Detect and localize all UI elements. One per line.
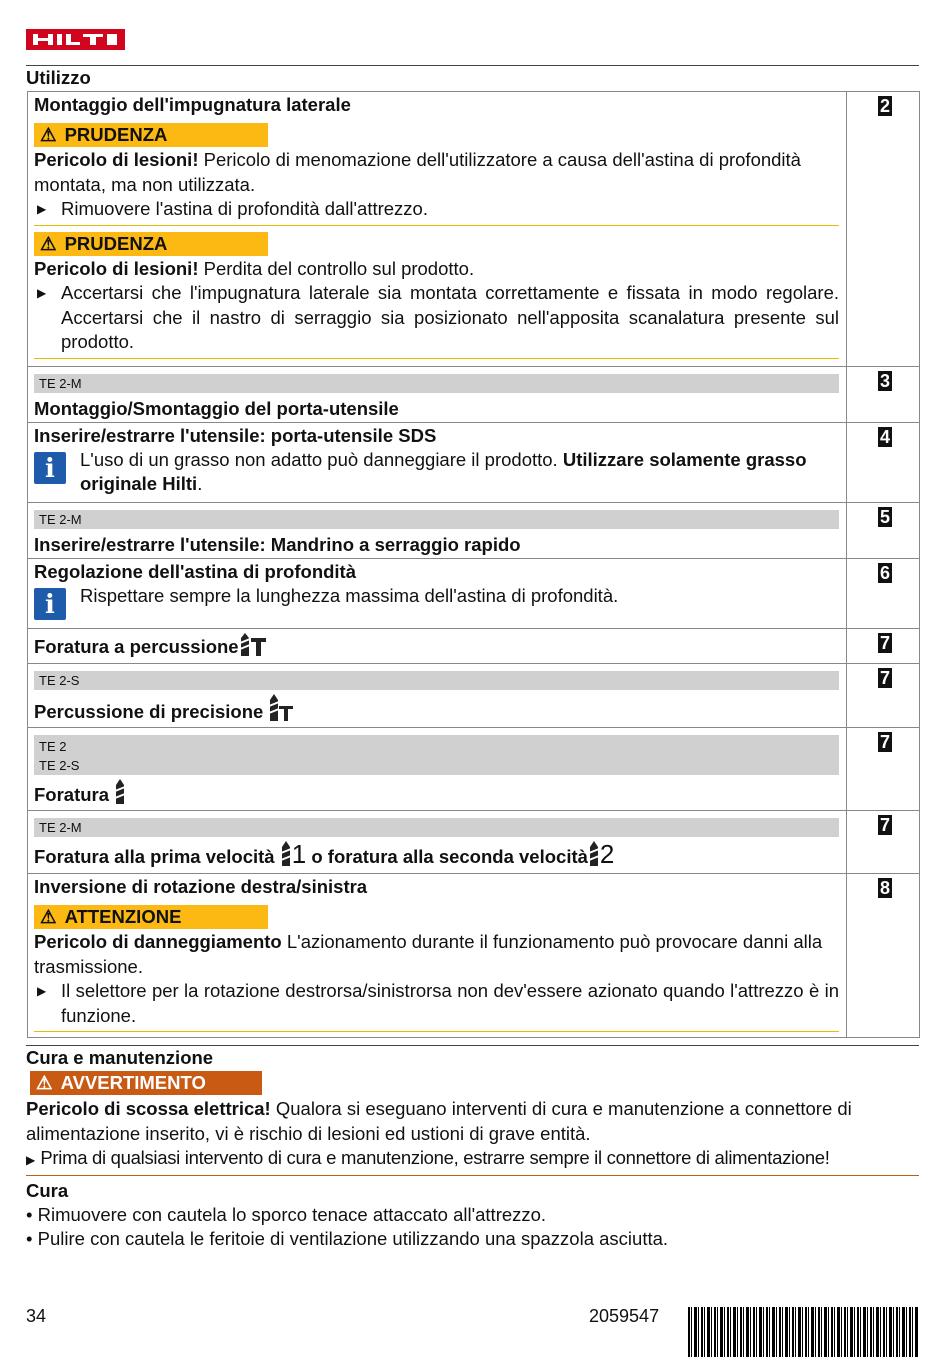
care-title: Cura xyxy=(26,1179,69,1201)
info-icon: i xyxy=(34,588,66,620)
row-title: Montaggio dell'impugnatura laterale xyxy=(34,94,351,115)
barcode xyxy=(688,1307,919,1357)
row-title: Inserire/estrarre l'utensile: Mandrino a serraggio rapido xyxy=(34,534,521,555)
usage-table xyxy=(27,91,920,1038)
figure-number: 7 xyxy=(880,732,891,752)
warning-icon: ⚠ xyxy=(40,906,57,927)
table-row xyxy=(28,664,920,728)
figure-number: 2 xyxy=(880,96,891,116)
table-row: Inserire/estrarre l'utensile: porta-utensile SDS i L'uso di un grasso non adatto può danneggiare il prodotto. Utilizzare solamente grasso originale Hilti. 4 xyxy=(28,423,920,503)
row-title: Inversione di rotazione destra/sinistra xyxy=(34,876,368,897)
section-title-utilizzo: Utilizzo xyxy=(26,65,919,89)
bullet-arrow-icon: ▶ xyxy=(37,984,47,998)
figure-number: 7 xyxy=(880,815,891,835)
model-label: TE 2-M xyxy=(34,374,839,393)
model-label: TE 2 xyxy=(39,739,67,754)
model-label: TE 2-M xyxy=(34,510,839,529)
table-row xyxy=(28,728,920,811)
doc-number: 2059547 xyxy=(589,1306,660,1326)
hilti-logo xyxy=(26,29,125,50)
warning-banner: ⚠ PRUDENZA xyxy=(34,232,268,256)
section-title-cura: Cura e manutenzione xyxy=(26,1045,919,1069)
table-row xyxy=(28,367,920,423)
bullet-arrow-icon: ▶ xyxy=(26,1153,36,1167)
table-row: Inversione di rotazione destra/sinistra ⚠ ATTENZIONE Pericolo di danneggiamento L'azionamento durante il funzionamento può provocare danni alla trasmissione. ▶ Il selettore per la rotazione destrorsa/sinistrorsa non dev'essere azionato quando l'attrezzo è in funzione. 8 xyxy=(28,874,920,1038)
row-title: Inserire/estrarre l'utensile: porta-utensile SDS xyxy=(34,425,437,446)
row-title: Foratura alla prima velocità xyxy=(34,846,275,867)
row-title: Foratura xyxy=(34,784,110,805)
figure-number: 3 xyxy=(880,371,891,391)
row-title: Regolazione dell'astina di profondità xyxy=(34,561,357,582)
bullet-arrow-icon: ▶ xyxy=(37,286,47,300)
figure-number: 6 xyxy=(880,563,891,583)
figure-number: 4 xyxy=(880,427,891,447)
warning-icon: ⚠ xyxy=(40,124,57,145)
page-number: 34 xyxy=(26,1306,47,1326)
drill-icon xyxy=(588,841,600,867)
bullet-arrow-icon: ▶ xyxy=(37,202,47,216)
danger-banner: ⚠ AVVERTIMENTO xyxy=(30,1071,262,1095)
table-row xyxy=(28,503,920,559)
figure-number: 8 xyxy=(880,878,891,898)
model-label: TE 2-M xyxy=(34,818,839,837)
hammer-drill-icon xyxy=(239,633,267,657)
warning-icon: ⚠ xyxy=(40,232,57,254)
figure-number: 7 xyxy=(880,633,891,653)
precision-hammer-icon xyxy=(268,694,294,722)
table-row: Regolazione dell'astina di profondità i Rispettare sempre la lunghezza massima dell'astina di profondità. 6 xyxy=(28,559,920,629)
model-label: TE 2-S xyxy=(39,758,80,773)
row-title: Montaggio/Smontaggio del porta-utensile xyxy=(34,398,399,419)
warning-banner: ⚠ PRUDENZA xyxy=(34,123,268,147)
warning-banner: ⚠ ATTENZIONE xyxy=(34,905,268,929)
warning-icon: ⚠ xyxy=(36,1072,53,1093)
table-row: Montaggio dell'impugnatura laterale ⚠ PRUDENZA Pericolo di lesioni! Pericolo di menomazione dell'utilizzatore a causa dell'astina di profondità montata, ma non utilizzata. ▶ Rimuovere l'astina di profondità dall'attrezzo. ⚠ PRUDENZA Pericolo di lesioni! Perdita del controllo sul prodotto. ▶ Accertarsi che l'impugnatura laterale sia montata correttamente e fissata in modo regolare. Accertarsi che il nastro di serraggio sia posizionato nell'apposita scanalatura presente sul prodotto. 2 xyxy=(28,92,920,367)
row-title: Foratura a percussione xyxy=(34,636,239,657)
table-row: TE 2-M Foratura alla prima velocità 1 o foratura alla seconda velocità 2 7 xyxy=(28,811,920,874)
drill-icon xyxy=(280,841,292,867)
model-label: TE 2-S xyxy=(34,671,839,690)
figure-number: 5 xyxy=(880,507,891,527)
figure-number: 7 xyxy=(880,668,891,688)
info-icon: i xyxy=(34,452,66,484)
table-row xyxy=(28,629,920,664)
drill-icon xyxy=(114,779,126,805)
row-title: Percussione di precisione xyxy=(34,701,264,722)
